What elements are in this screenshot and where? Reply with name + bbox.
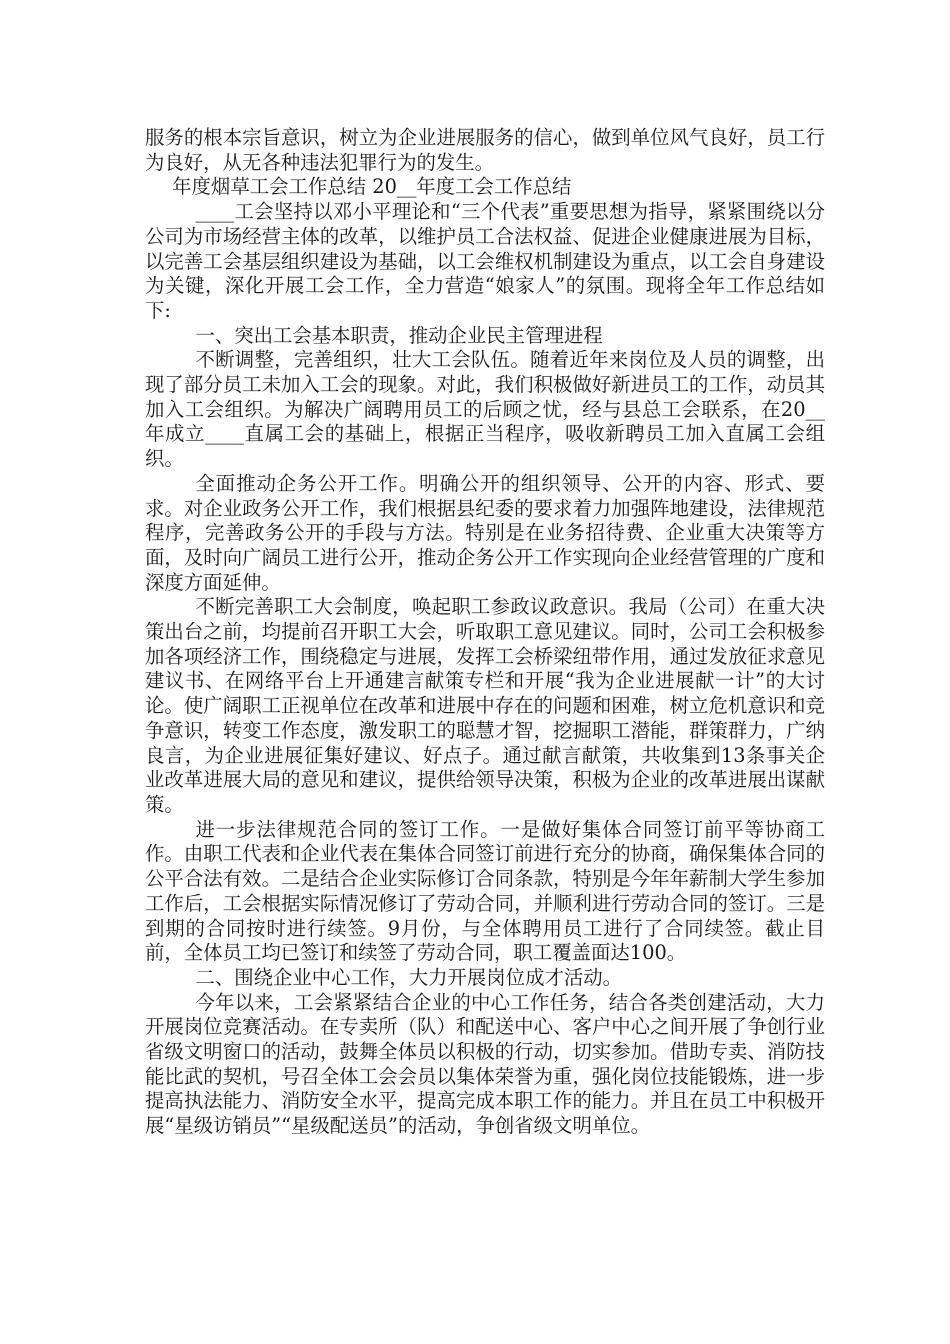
paragraph: 服务的根本宗旨意识，树立为企业进展服务的信心，做到单位风气良好，员工行为良好，从无各种违法犯罪行为的发生。 [145,126,825,174]
paragraph: ____工会坚持以邓小平理论和“三个代表”重要思想为指导，紧紧围绕以分公司为市场经营主体的改革，以维护员工合法权益、促进企业健康进展为目标，以完善工会基层组织建设为基础，以工会维权机制建设为重点，以工会自身建设为关键，深化开展工会工作，全力营造“娘家人”的氛围。现将全年工作总结如下: [145,200,825,322]
document-page [145,126,825,1139]
paragraph: 不断完善职工大会制度，唤起职工参政议政意识。我局（公司）在重大决策出台之前，均提前召开职工大会，听取职工意见建议。同时，公司工会积极参加各项经济工作，围绕稳定与进展，发挥工会桥梁纽带作用，通过发放征求意见建议书、在网络平台上开通建言献策专栏和开展“我为企业进展献一计”的大讨论。使广阔职工正视单位在改革和进展中存在的问题和困难，树立危机意识和竞争意识，转变工作态度，激发职工的聪慧才智，挖掘职工潜能，群策群力，广纳良言，为企业进展征集好建议、好点子。通过献言献策，共收集到13条事关企业改革进展大局的意见和建议，提供给领导决策，积极为企业的改革进展出谋献策。 [145,595,825,816]
section-heading: 二、围绕企业中心工作，大力开展岗位成才活动。 [195,965,623,989]
paragraph: 今年以来，工会紧紧结合企业的中心工作任务，结合各类创建活动，大力开展岗位竞赛活动。在专卖所（队）和配送中心、客户中心之间开展了争创行业省级文明窗口的活动，鼓舞全体员以积极的行动，切实参加。借助专卖、消防技能比武的契机，号召全体工会会员以集体荣誉为重，强化岗位技能锻炼，进一步提高执法能力、消防安全水平，提高完成本职工作的能力。并且在员工中积极开展“星级访销员”“星级配送员”的活动，争创省级文明单位。 [145,990,825,1138]
paragraph: 不断调整，完善组织，壮大工会队伍。随着近年来岗位及人员的调整，出现了部分员工未加入工会的现象。对此，我们积极做好新进员工的工作，动员其加入工会组织。为解决广阔聘用员工的后顾之忧，经与县总工会联系，在20__年成立____直属工会的基础上，根据正当程序，吸收新聘员工加入直属工会组织。 [145,348,825,471]
document-title: 年度烟草工会工作总结 20__年度工会工作总结 [172,175,572,199]
paragraph: 全面推动企务公开工作。明确公开的组织领导、公开的内容、形式、要求。对企业政务公开工作，我们根据县纪委的要求着力加强阵地建设，法律规范程序，完善政务公开的手段与方法。特别是在业务招待费、企业重大决策等方面，及时向广阔员工进行公开，推动企务公开工作实现向企业经营管理的广度和深度方面延伸。 [145,471,825,594]
paragraph: 进一步法律规范合同的签订工作。一是做好集体合同签订前平等协商工作。由职工代表和企业代表在集体合同签订前进行充分的协商，确保集体合同的公平合法有效。二是结合企业实际修订合同条款，特别是今年年薪制大学生参加工作后，工会根据实际情况修订了劳动合同，并顺利进行劳动合同的签订。三是到期的合同按时进行续签。9月份，与全体聘用员工进行了合同续签。截止目前，全体员工均已签订和续签了劳动合同，职工覆盖面达100。 [145,817,825,965]
section-heading: 一、突出工会基本职责，推动企业民主管理进程 [195,323,603,347]
